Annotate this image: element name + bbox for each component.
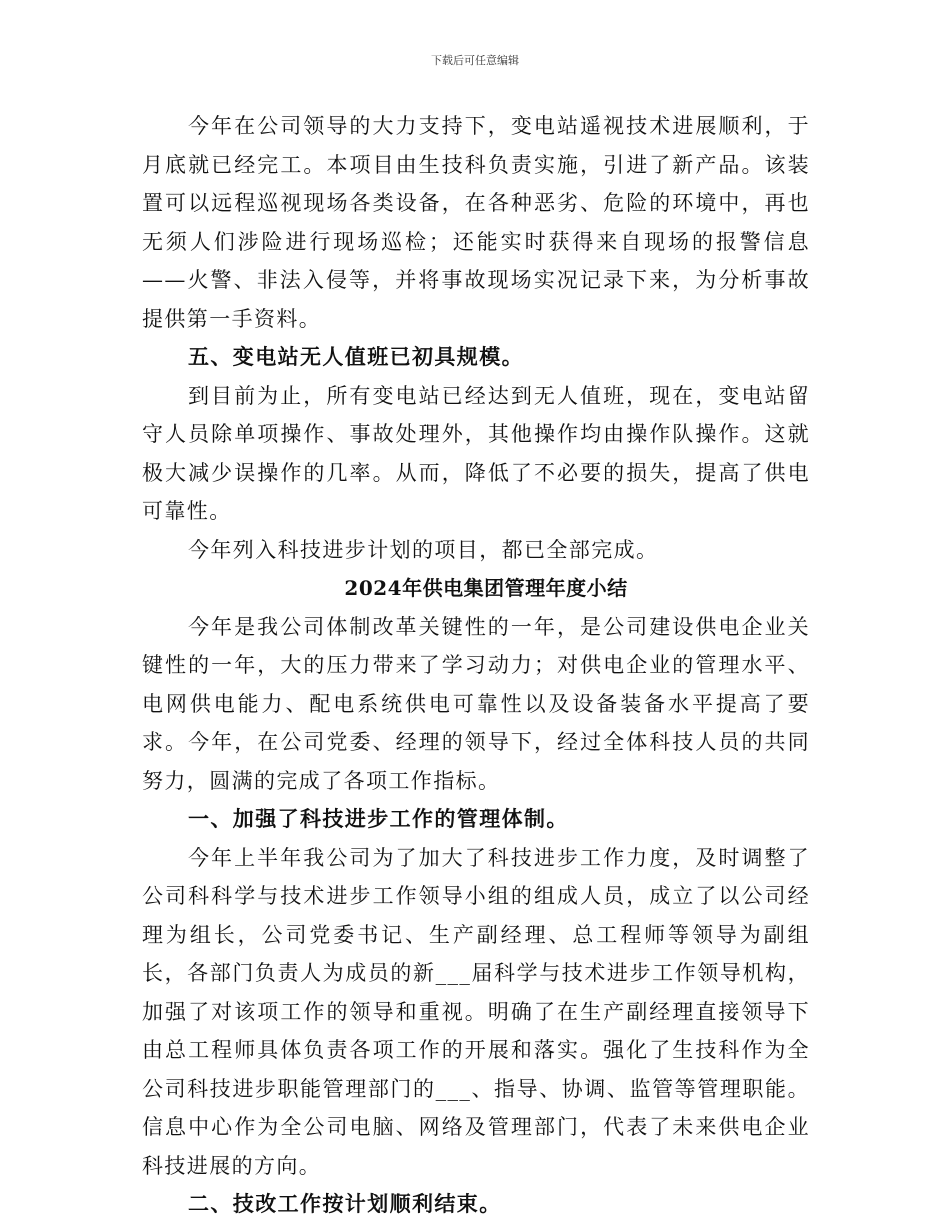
section-heading: 二、技改工作按计划顺利结束。 <box>188 1191 502 1216</box>
document-title: 2024年供电集团管理年度小结 <box>344 576 628 600</box>
body-paragraph: 今年是我公司体制改革关键性的一年，是公司建设供电企业关键性的一年，大的压力带来了学习动力；对供电企业的管理水平、电网供电能力、配电系统供电可靠性以及设备装备水平提高了要求。今年，在公司党委、经理的领导下，经过全体科技人员的共同努力，圆满的完成了各项工作指标。 <box>142 614 810 793</box>
section-heading: 五、变电站无人值班已初具规模。 <box>188 344 524 369</box>
document-body <box>142 107 810 1224</box>
body-paragraph: 今年在公司领导的大力支持下，变电站遥视技术进展顺利，于月底就已经完工。本项目由生技科负责实施，引进了新产品。该装置可以远程巡视现场各类设备，在各种恶劣、危险的环境中，再也无须人们涉险进行现场巡检；还能实时获得来自现场的报警信息——火警、非法入侵等，并将事故现场实况记录下来，为分析事故提供第一手资料。 <box>142 114 810 331</box>
body-paragraph: 今年列入科技进步计划的项目，都已全部完成。 <box>188 537 659 562</box>
body-paragraph: 今年上半年我公司为了加大了科技进步工作力度，及时调整了公司科科学与技术进步工作领导小组的组成人员，成立了以公司经理为组长，公司党委书记、生产副经理、总工程师等领导为副组长，各部门负责人为成员的新___届科学与技术进步工作领导机构，加强了对该项工作的领导和重视。明确了在生产副经理直接领导下由总工程师具体负责各项工作的开展和落实。强化了生技科作为全公司科技进步职能管理部门的___、指导、协调、监管等管理职能。信息中心作为全公司电脑、网络及管理部门，代表了未来供电企业科技进展的方向。 <box>142 845 810 1178</box>
body-paragraph: 到目前为止，所有变电站已经达到无人值班，现在，变电站留守人员除单项操作、事故处理外，其他操作均由操作队操作。这就极大减少误操作的几率。从而，降低了不必要的损失，提高了供电可靠性。 <box>142 383 810 523</box>
section-heading: 一、加强了科技进步工作的管理体制。 <box>188 806 569 831</box>
page-header: 下载后可任意编辑 <box>431 54 519 67</box>
